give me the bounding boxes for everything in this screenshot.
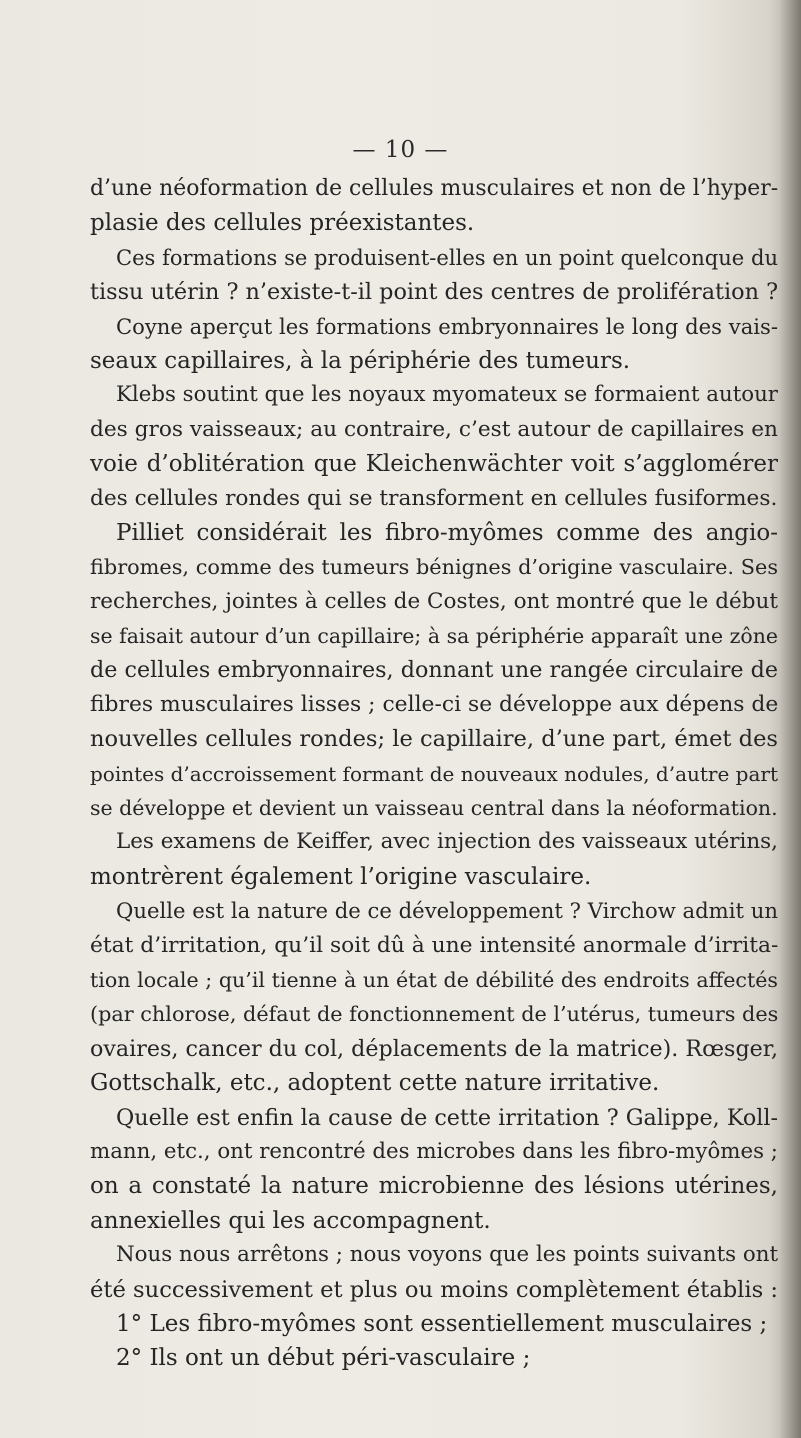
page-edge-shadow	[779, 0, 801, 1438]
text-line: Nous nous arrêtons ; nous voyons que les points suivants ont	[116, 1242, 779, 1268]
text-line: tion locale ; qu’il tienne à un état de débilité des endroits affectés	[90, 967, 778, 992]
text-line: ovaires, cancer du col, déplacements de la matrice). Rœsger,	[90, 1035, 778, 1062]
text-line: nouvelles cellules rondes; le capillaire, d’une part, émet des	[90, 726, 778, 753]
text-line: d’une néoformation de cellules musculaires et non de l’hyper-	[90, 176, 779, 201]
text-line: on a constaté la nature microbienne des lésions utérines,	[90, 1173, 778, 1200]
text-line: Klebs soutint que les noyaux myomateux se formaient autour	[116, 382, 778, 408]
text-line: mann, etc., ont rencontré des microbes dans les fibro-myômes ;	[90, 1138, 778, 1164]
text-line: tissu utérin ? n’existe-t-il point des centres de prolifération ?	[90, 279, 779, 306]
text-line: Quelle est enfin la cause de cette irritation ? Galippe, Koll-	[116, 1104, 778, 1131]
text-line: état d’irritation, qu’il soit dû à une intensité anormale d’irrita-	[90, 932, 779, 958]
text-line: Coyne aperçut les formations embryonnaires le long des vais-	[116, 313, 778, 339]
text-line: Gottschalk, etc., adoptent cette nature irritative.	[90, 1070, 660, 1097]
text-line: Les examens de Keiffer, avec injection des vaisseaux utérins,	[116, 829, 778, 855]
text-line: seaux capillaires, à la périphérie des tumeurs.	[90, 347, 631, 374]
text-line: 1° Les fibro-myômes sont essentiellement musculaires ;	[116, 1310, 768, 1337]
text-line: voie d’oblitération que Kleichenwächter voit s’agglomérer	[90, 451, 778, 478]
text-line: des cellules rondes qui se transforment en cellules fusiformes.	[90, 485, 778, 511]
text-line: montrèrent également l’origine vasculaire.	[90, 863, 592, 890]
page-number: — 10 —	[352, 137, 449, 163]
text-line: annexielles qui les accompagnent.	[90, 1207, 491, 1234]
text-line: Ces formations se produisent-elles en un point quelconque du	[116, 244, 778, 270]
text-line: des gros vaisseaux; au contraire, c’est autour de capillaires en	[90, 416, 778, 442]
text-line: plasie des cellules préexistantes.	[90, 210, 475, 237]
text-line: été successivement et plus ou moins complètement établis :	[90, 1276, 779, 1303]
text-line: fibromes, comme des tumeurs bénignes d’origine vasculaire. Ses	[90, 555, 778, 580]
text-line: de cellules embryonnaires, donnant une rangée circulaire de	[90, 657, 778, 684]
text-line: recherches, jointes à celles de Costes, ont montré que le début	[90, 588, 778, 614]
text-line: pointes d’accroissement formant de nouveaux nodules, d’autre part	[90, 761, 778, 786]
text-line: fibres musculaires lisses ; celle-ci se développe aux dépens de	[90, 691, 779, 717]
text-line: se faisait autour d’un capillaire; à sa périphérie apparaît une zône	[90, 624, 778, 649]
text-line: Pilliet considérait les fibro-myômes comme des angio-	[116, 519, 778, 546]
text-line: Quelle est la nature de ce développement ? Virchow admit un	[116, 898, 778, 924]
text-line: 2° Ils ont un début péri-vasculaire ;	[116, 1345, 531, 1372]
body-text	[90, 172, 778, 1376]
text-line: se développe et devient un vaisseau central dans la néoformation.	[90, 796, 778, 821]
text-line: (par chlorose, défaut de fonctionnement de l’utérus, tumeurs des	[90, 1002, 779, 1027]
